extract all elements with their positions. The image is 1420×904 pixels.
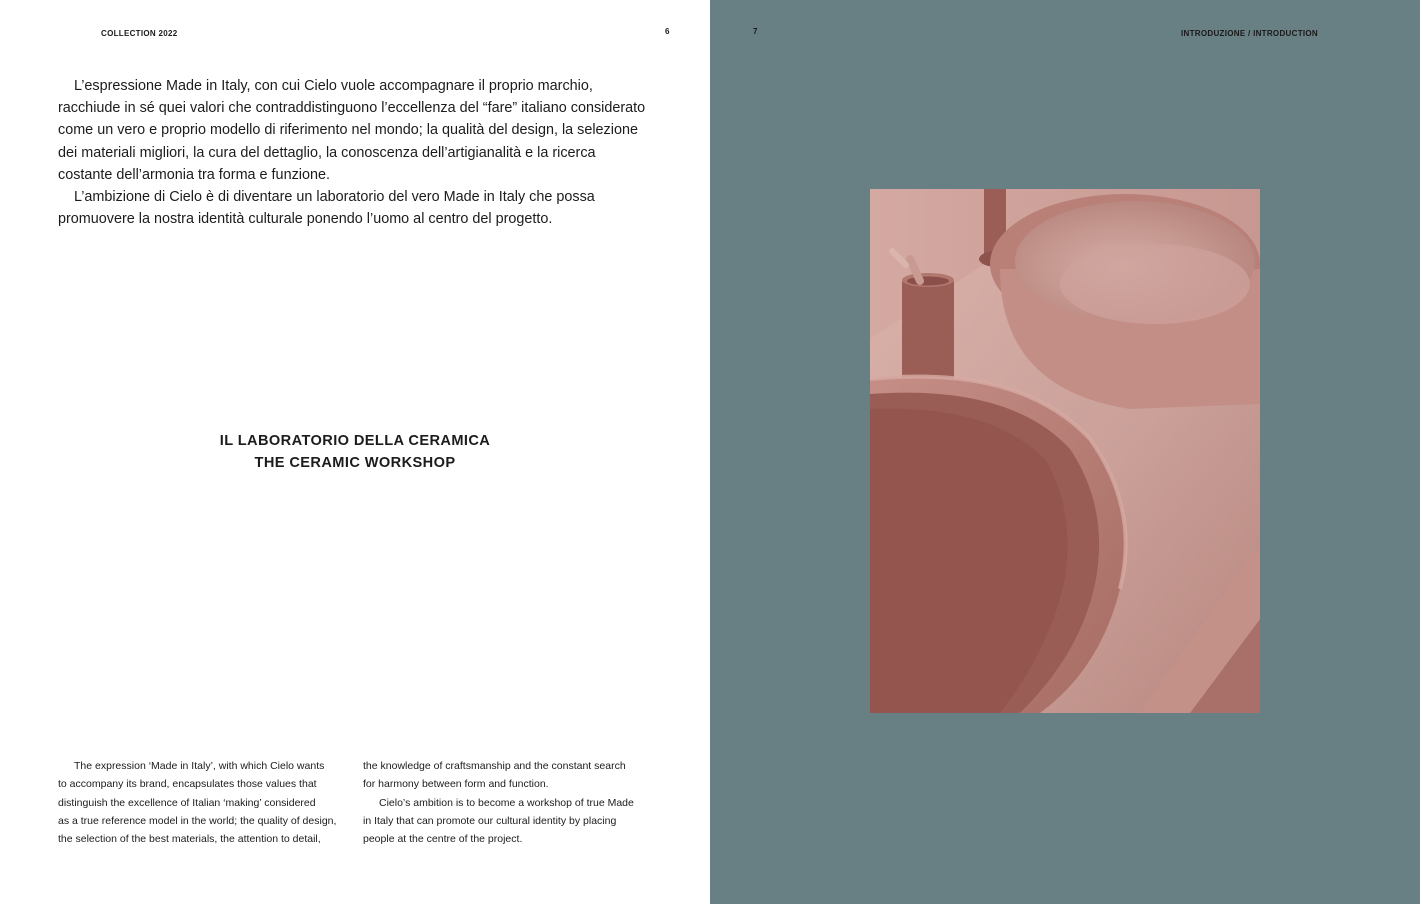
section-heading-english: THE CERAMIC WORKSHOP	[254, 455, 456, 471]
text-line: in Italy that can promote our cultural identity by placing	[363, 814, 617, 827]
page-number-right: 7	[753, 27, 758, 36]
running-head-left: COLLECTION 2022	[101, 29, 178, 38]
text-line: Cielo’s ambition is to become a workshop of true Made	[379, 796, 634, 809]
italian-paragraph-1: L’espressione Made in Italy, con cui Cielo vuole accompagnare il proprio marchio, racchiude in sé quei valori che contraddistinguono l’eccellenza del “fare” italiano considerato come un vero e proprio modello di riferimento nel mondo; la qualità del design, la selezione dei materiali migliori, la cura del dettaglio, la conoscenza dell’artigianalità e la ricerca costante dell’armonia tra forma e funzione.	[58, 78, 646, 183]
text-line: to accompany its brand, encapsulates those values that	[58, 778, 317, 791]
text-line: the selection of the best materials, the attention to detail,	[58, 833, 321, 846]
section-heading	[155, 430, 555, 474]
section-heading-italian: IL LABORATORIO DELLA CERAMICA	[219, 433, 491, 449]
running-head-right: INTRODUZIONE / INTRODUCTION	[1181, 29, 1318, 38]
ceramic-washbasin-photo	[870, 189, 1260, 713]
english-paragraph-2	[363, 794, 655, 849]
english-column-1	[58, 757, 350, 848]
text-line: the knowledge of craftsmanship and the constant search	[363, 760, 626, 772]
text-line: The expression ‘Made in Italy’, with which Cielo wants	[74, 760, 325, 772]
text-line: people at the centre of the project.	[363, 833, 523, 846]
text-line: as a true reference model in the world; the quality of design,	[58, 814, 337, 827]
english-column-2	[363, 757, 655, 848]
english-paragraph-1-continued	[363, 757, 655, 794]
body-text-italian	[58, 75, 648, 230]
text-line: for harmony between form and function.	[363, 778, 549, 791]
english-paragraph-1	[58, 757, 350, 848]
page-number-left: 6	[665, 27, 670, 36]
text-line: distinguish the excellence of Italian ‘making’ considered	[58, 796, 316, 809]
italian-paragraph-2: L’ambizione di Cielo è di diventare un laboratorio del vero Made in Italy che possa promuovere la nostra identità culturale ponendo l’uomo al centro del progetto.	[58, 189, 595, 228]
